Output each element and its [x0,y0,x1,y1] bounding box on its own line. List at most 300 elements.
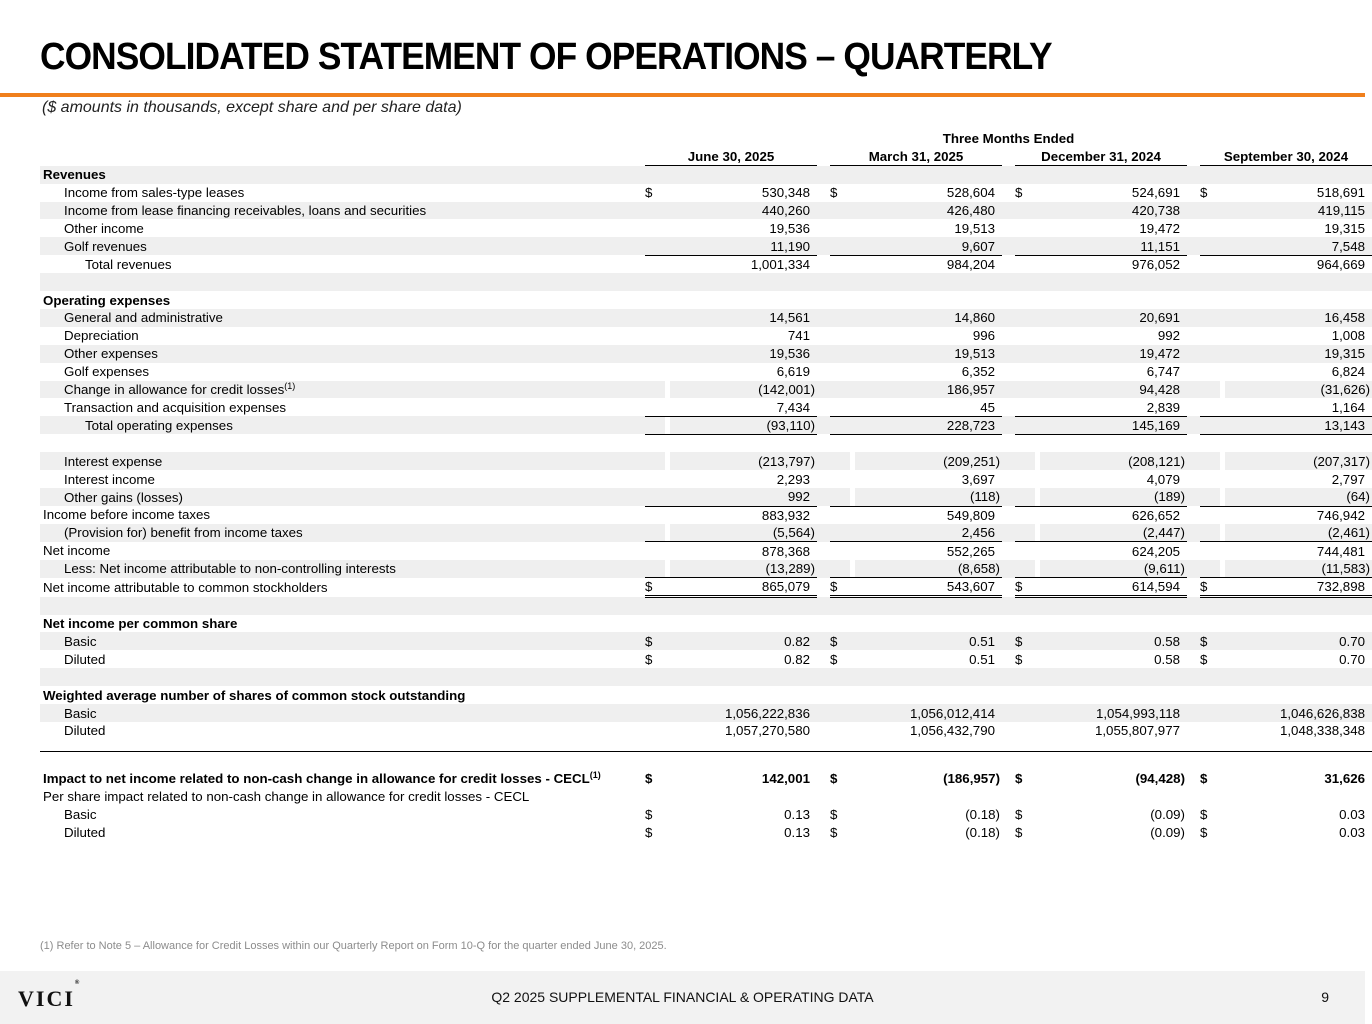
currency-symbol [1200,416,1220,434]
currency-symbol [830,452,850,470]
cell-value [665,166,810,184]
currency-symbol: $ [1015,771,1023,787]
statement-table [40,130,1372,842]
cell-value [665,686,810,704]
spacer-row [40,273,1372,291]
row-label: Diluted [64,825,106,841]
currency-symbol [1200,237,1220,255]
footnote-ref: (1) [284,381,296,392]
cell-value [850,788,995,806]
currency-symbol [645,788,665,806]
cell-value: 14,561 [665,309,810,327]
currency-symbol [645,291,665,309]
currency-symbol [1015,524,1035,542]
cell-value: 2,456 [850,524,995,542]
table-row [40,542,1372,560]
currency-symbol [1200,488,1220,506]
row-label: Income from sales-type leases [64,185,245,201]
currency-symbol [1015,255,1035,273]
cell-value: 19,536 [769,220,810,236]
currency-symbol: $ [645,825,653,841]
table-row [40,345,1372,363]
table-row [40,255,1372,273]
cell-value: 7,548 [1220,237,1365,255]
cell-value: 1,046,626,838 [1220,704,1365,722]
currency-symbol [830,381,850,399]
footnote: (1) Refer to Note 5 – Allowance for Credit Losses within our Quarterly Report on Form 10-Q for the quarter ended June 30, 2025. [40,940,667,952]
table-row [40,704,1372,722]
currency-symbol [1015,470,1035,488]
cell-value [665,788,810,806]
cell-value: 732,898 [1220,578,1365,597]
cell-value: (13,289) [670,560,815,578]
spacer-row [40,597,1372,615]
currency-symbol [1015,722,1035,740]
cell-value: 2,293 [776,471,810,487]
currency-symbol [830,202,850,220]
cell-value: 624,205 [1131,543,1180,559]
table-row [40,722,1372,740]
currency-symbol: $ [1015,807,1023,823]
currency-symbol: $ [830,185,838,201]
cell-value: (5,564) [670,524,815,542]
currency-symbol [830,704,850,722]
currency-symbol [1200,704,1220,722]
cell-value: 1,056,222,836 [665,704,810,722]
cell-value: 420,738 [1035,202,1180,220]
currency-symbol [1200,542,1220,560]
table-row [40,202,1372,220]
currency-symbol [645,560,665,578]
cell-value [1035,615,1180,633]
cell-value: 1,164 [1220,398,1365,416]
currency-symbol [645,237,665,255]
currency-symbol [645,381,665,399]
currency-symbol: $ [830,632,850,650]
currency-symbol: $ [1015,825,1023,841]
currency-symbol [830,398,850,416]
cell-value: 6,824 [1331,364,1365,380]
divider-row [40,740,1372,752]
table-row [40,770,1372,788]
row-label: Interest expense [40,452,645,470]
currency-symbol [1015,345,1035,363]
row-label: Golf expenses [64,364,150,380]
currency-symbol [1200,327,1220,345]
footer [0,971,1365,1024]
row-label: Net income per common share [43,616,238,632]
currency-symbol: $ [1200,771,1208,787]
currency-symbol: $ [1015,185,1023,201]
cell-value [665,291,810,309]
currency-symbol: $ [1200,825,1208,841]
row-label: Net income attributable to common stockholders [43,579,328,595]
currency-symbol [1200,381,1220,399]
cell-value: (94,428) [1135,771,1185,787]
cell-value: 19,513 [954,220,995,236]
currency-symbol [830,237,850,255]
currency-symbol: $ [645,771,653,787]
cell-value: 426,480 [850,202,995,220]
currency-symbol [1200,615,1220,633]
row-label: Basic [40,704,645,722]
cell-value: (0.18) [965,807,1000,823]
cell-value: 0.51 [850,632,995,650]
cell-value: (31,626) [1225,381,1370,399]
currency-symbol [645,542,665,560]
currency-symbol [645,524,665,542]
table-row [40,788,1372,806]
currency-symbol [830,722,850,740]
cell-value: 20,691 [1035,309,1180,327]
currency-symbol: $ [1200,632,1220,650]
currency-symbol [830,488,850,506]
cell-value: (0.18) [965,825,1000,841]
cell-value: 2,839 [1035,398,1180,416]
cell-value: 543,607 [850,578,995,597]
cell-value: (142,001) [670,381,815,399]
cell-value: 3,697 [961,471,995,487]
cell-value: 0.51 [969,651,995,667]
currency-symbol [645,416,665,434]
table-row [40,452,1372,470]
table-row [40,524,1372,542]
table-row [40,381,1372,399]
currency-symbol: $ [1200,807,1208,823]
currency-symbol [830,542,850,560]
currency-symbol [1200,309,1220,327]
spacer-row [40,434,1372,452]
cell-value: 16,458 [1220,309,1365,327]
currency-symbol: $ [1015,651,1023,667]
currency-symbol [1200,202,1220,220]
cell-value: 976,052 [1131,256,1180,272]
page-title: CONSOLIDATED STATEMENT OF OPERATIONS – QUARTERLY [40,36,1052,78]
currency-symbol: $ [830,771,838,787]
footnote-ref: (1) [589,770,601,781]
cell-value: 228,723 [850,416,995,434]
vici-logo: VICI® [18,980,82,1011]
currency-symbol [645,255,665,273]
cell-value: (11,583) [1225,560,1370,578]
currency-symbol [645,327,665,345]
row-label: Transaction and acquisition expenses [64,399,286,415]
cell-value: 19,315 [1220,345,1365,363]
currency-symbol: $ [1015,578,1035,597]
row-label: Golf revenues [40,237,645,255]
currency-symbol [1015,398,1035,416]
currency-symbol [830,416,850,434]
table-row [40,416,1372,434]
currency-symbol [1015,363,1035,381]
cell-value: 145,169 [1035,416,1180,434]
currency-symbol [1015,615,1035,633]
currency-symbol [1200,166,1220,184]
currency-symbol [1200,345,1220,363]
page-number: 9 [1321,989,1329,1005]
section-header-row [40,166,1372,184]
cell-value: 19,513 [850,345,995,363]
cell-value [850,615,995,633]
currency-symbol [1015,166,1035,184]
cell-value [1220,686,1365,704]
currency-symbol: $ [1200,578,1220,597]
row-label: Other expenses [40,345,645,363]
currency-symbol [1015,416,1035,434]
currency-symbol [1015,488,1035,506]
currency-symbol [1200,506,1220,524]
cell-value: 14,860 [850,309,995,327]
currency-symbol [1200,398,1220,416]
table-row [40,309,1372,327]
header-period: September 30, 2024 [1200,148,1372,166]
cell-value: 992 [665,488,810,506]
row-label: Impact to net income related to non-cash change in allowance for credit losses - CECL$^{(1)}$ [43,770,601,787]
row-label: Revenues [40,166,645,184]
cell-value: 1,054,993,118 [1035,704,1180,722]
currency-symbol [1200,255,1220,273]
currency-symbol [1200,788,1220,806]
row-label: Depreciation [64,328,139,344]
table-row [40,578,1372,597]
currency-symbol [830,506,850,524]
currency-symbol [1015,560,1035,578]
cell-value: 992 [1157,328,1180,344]
cell-value: (213,797) [670,452,815,470]
cell-value: 7,434 [665,398,810,416]
row-label: Basic [40,632,645,650]
cell-value: (2,447) [1040,524,1185,542]
cell-value: 1,055,807,977 [1094,723,1180,739]
currency-symbol [645,722,665,740]
currency-symbol [1015,381,1035,399]
cell-value: (207,317) [1225,452,1370,470]
currency-symbol [830,345,850,363]
row-label: Basic [64,807,97,823]
cell-value: 0.13 [784,807,810,823]
cell-value: 0.70 [1339,651,1365,667]
cell-value [850,686,995,704]
section-header-row [40,615,1372,633]
currency-symbol [1200,291,1220,309]
currency-symbol [830,166,850,184]
cell-value: 741 [787,328,810,344]
row-label: Less: Net income attributable to non-controlling interests [40,560,645,578]
cell-value: (209,251) [855,452,1000,470]
section-header-row [40,686,1372,704]
cell-value: 19,536 [665,345,810,363]
cell-value: (93,110) [670,416,815,434]
row-label: Diluted [64,651,106,667]
cell-value: 528,604 [946,185,995,201]
table-row [40,632,1372,650]
currency-symbol: $ [645,632,665,650]
currency-symbol [645,398,665,416]
cell-value: 1,056,012,414 [850,704,995,722]
currency-symbol [830,560,850,578]
cell-value [1035,291,1180,309]
cell-value: 964,669 [1316,256,1365,272]
cell-value: 549,809 [946,507,995,523]
row-label: Change in allowance for credit losses$^{(1)}$ [40,381,645,399]
header-period: December 31, 2024 [1015,148,1187,166]
currency-symbol [1200,363,1220,381]
table-row [40,398,1372,416]
cell-value: 440,260 [665,202,810,220]
currency-symbol [1015,327,1035,345]
currency-symbol [1015,788,1035,806]
cell-value: 518,691 [1316,185,1365,201]
cell-value: 6,747 [1146,364,1180,380]
cell-value: 142,001 [761,771,810,787]
title-divider [0,93,1365,97]
cell-value: 4,079 [1146,471,1180,487]
cell-value: 0.70 [1220,632,1365,650]
currency-symbol [645,506,665,524]
currency-symbol [1015,309,1035,327]
currency-symbol: $ [830,651,838,667]
currency-symbol: $ [830,807,838,823]
currency-symbol [1200,219,1220,237]
header-period: June 30, 2025 [645,148,817,166]
cell-value: 883,932 [761,507,810,523]
cell-value: 984,204 [946,256,995,272]
cell-value: 419,115 [1220,202,1365,220]
cell-value: (189) [1040,488,1185,506]
cell-value [1035,788,1180,806]
cell-value: 865,079 [665,578,810,597]
table-row [40,506,1372,524]
cell-value [1035,166,1180,184]
cell-value: 996 [972,328,995,344]
cell-value: 626,652 [1131,507,1180,523]
table-row [40,327,1372,345]
cell-value: (118) [855,488,1000,506]
currency-symbol [1200,470,1220,488]
cell-value [1220,788,1365,806]
row-label: Per share impact related to non-cash change in allowance for credit losses - CECL [43,789,530,805]
spacer-row [40,752,1372,770]
cell-value: 524,691 [1131,185,1180,201]
cell-value: 1,048,338,348 [1279,723,1365,739]
currency-symbol: $ [645,578,665,597]
subtitle: ($ amounts in thousands, except share and per share data) [42,99,462,116]
cell-value [850,291,995,309]
row-label: Total revenues [85,256,172,272]
currency-symbol [645,309,665,327]
currency-symbol [830,291,850,309]
cell-value: 0.58 [1154,651,1180,667]
cell-value: 552,265 [946,543,995,559]
currency-symbol [1015,202,1035,220]
currency-symbol [1015,219,1035,237]
cell-value: 11,151 [1035,237,1180,255]
cell-value: 1,001,334 [750,256,810,272]
currency-symbol: $ [1015,632,1035,650]
cell-value: 746,942 [1316,507,1365,523]
cell-value: 0.82 [784,651,810,667]
cell-value: 19,472 [1139,220,1180,236]
cell-value: 6,352 [961,364,995,380]
cell-value [1035,686,1180,704]
cell-value [1220,615,1365,633]
currency-symbol [645,452,665,470]
currency-symbol: $ [645,651,653,667]
table-row [40,806,1372,824]
table-row [40,470,1372,488]
row-label: Operating expenses [43,292,171,308]
currency-symbol [830,363,850,381]
row-label: Diluted [64,723,106,739]
header-group: Three Months Ended [942,131,1075,147]
currency-symbol [1015,542,1035,560]
currency-symbol [645,488,665,506]
cell-value: 2,797 [1331,471,1365,487]
row-label: Income before income taxes [43,507,211,523]
currency-symbol: $ [1200,651,1208,667]
cell-value: (2,461) [1225,524,1370,542]
cell-value [665,615,810,633]
row-label: General and administrative [40,309,645,327]
currency-symbol [645,363,665,381]
table-row [40,560,1372,578]
currency-symbol [830,309,850,327]
currency-symbol [1200,686,1220,704]
cell-value: 1,056,432,790 [909,723,995,739]
row-label: Interest income [64,471,155,487]
currency-symbol: $ [645,807,653,823]
currency-symbol [1200,452,1220,470]
currency-symbol [1015,237,1035,255]
table-row [40,488,1372,506]
currency-symbol [645,202,665,220]
cell-value: (0.09) [1150,807,1185,823]
cell-value: 0.03 [1339,825,1365,841]
currency-symbol [645,345,665,363]
cell-value: (8,658) [855,560,1000,578]
currency-symbol [645,219,665,237]
cell-value: 94,428 [1035,381,1180,399]
cell-value: 9,607 [850,237,995,255]
currency-symbol [1015,506,1035,524]
cell-value: 31,626 [1324,771,1365,787]
currency-symbol [1200,722,1220,740]
cell-value: (186,957) [943,771,1000,787]
row-label: Income from lease financing receivables, loans and securities [40,202,645,220]
cell-value: (0.09) [1150,825,1185,841]
cell-value: 614,594 [1035,578,1180,597]
currency-symbol [1015,686,1035,704]
cell-value [850,166,995,184]
cell-value: (208,121) [1040,452,1185,470]
currency-symbol [1015,452,1035,470]
cell-value [1220,166,1365,184]
cell-value: (9,611) [1040,560,1185,578]
cell-value: 1,008 [1331,328,1365,344]
currency-symbol: $ [1200,185,1208,201]
cell-value: 878,368 [761,543,810,559]
currency-symbol [830,788,850,806]
cell-value: 45 [850,398,995,416]
currency-symbol [1015,291,1035,309]
row-label: Total operating expenses [40,416,645,434]
table-row [40,237,1372,255]
cell-value: (64) [1225,488,1370,506]
cell-value: 13,143 [1220,416,1365,434]
cell-value: 186,957 [850,381,995,399]
header-period: March 31, 2025 [830,148,1002,166]
cell-value [1220,291,1365,309]
